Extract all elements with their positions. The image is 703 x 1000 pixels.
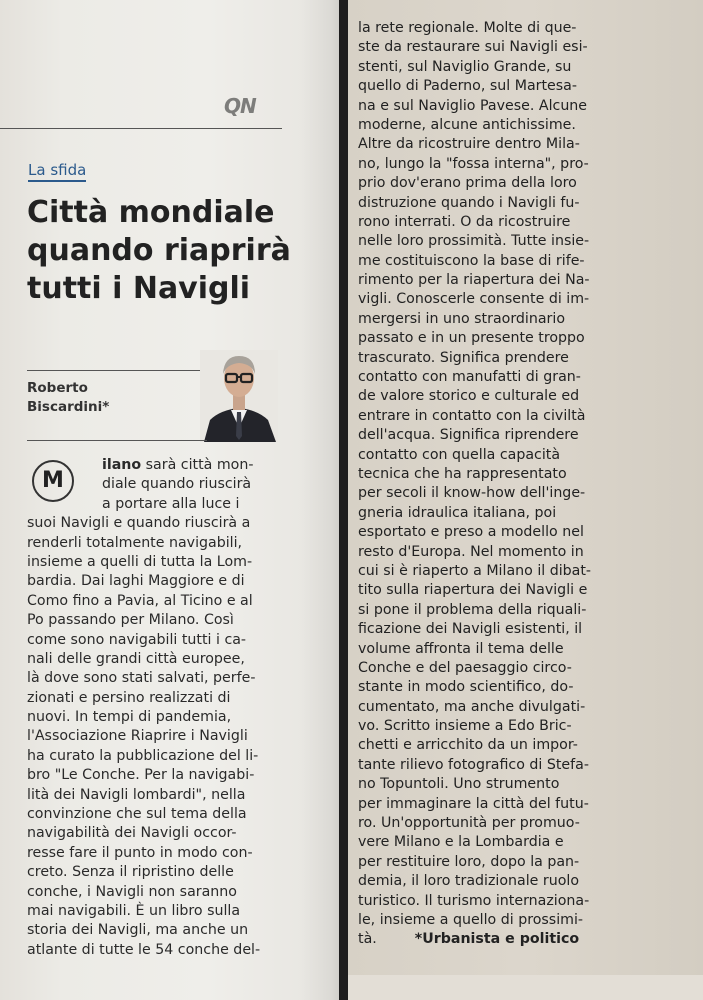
- right-text-column: [358, 19, 616, 950]
- author-top-rule: [27, 370, 207, 371]
- text-line: Conche e del paesaggio circo-: [358, 659, 572, 676]
- text-line: Como fino a Pavia, al Ticino e al: [27, 592, 253, 609]
- text-line: Po passando per Milano. Così: [27, 612, 234, 629]
- author-byline: [27, 379, 197, 417]
- text-line: bardia. Dai laghi Maggiore e di: [27, 573, 245, 590]
- text-line: renderli totalmente navigabili,: [27, 534, 243, 551]
- text-line: storia dei Navigli, ma anche un: [27, 922, 249, 939]
- headline-line: quando riaprirà: [27, 233, 291, 268]
- text-line: volume affronta il tema delle: [358, 640, 564, 657]
- article-headline: [27, 194, 327, 308]
- text-line: per secoli il know-how dell'inge-: [358, 485, 586, 502]
- text-line: bro "Le Conche. Per la navigabi-: [27, 767, 255, 784]
- headline-line: tutti i Navigli: [27, 271, 251, 306]
- text-line: ste da restaurare sui Navigli esi-: [358, 39, 588, 56]
- text-line: tecnica che ha rappresentato: [358, 465, 567, 482]
- text-line: atlante di tutte le 54 conche del-: [27, 941, 261, 958]
- text-line: passato e in un presente troppo: [358, 330, 585, 347]
- text-line: tito sulla riapertura dei Navigli e: [358, 582, 588, 599]
- text-line: esportato e preso a modello nel: [358, 524, 584, 541]
- text-line: entrare in contatto con la civiltà: [358, 407, 586, 424]
- text-line: l'Associazione Riaprire i Navigli: [27, 728, 248, 745]
- text-line: na e sul Naviglio Pavese. Alcune: [358, 97, 588, 114]
- headline-line: Città mondiale: [27, 195, 275, 230]
- text-line: moderne, alcune antichissime.: [358, 116, 576, 133]
- text-line: le, insieme a quello di prossimi-: [358, 911, 584, 928]
- text-line-end: tà.: [358, 931, 377, 948]
- text-line: stante in modo scientifico, do-: [358, 679, 574, 696]
- author-portrait: [200, 350, 278, 442]
- text-line: turistico. Il turismo internaziona-: [358, 892, 590, 909]
- text-line: nuovi. In tempi di pandemia,: [27, 709, 232, 726]
- author-bottom-rule: [27, 440, 207, 441]
- lead-in-word: ilano: [102, 457, 142, 473]
- text-line: Altre da ricostruire dentro Mila-: [358, 136, 580, 153]
- text-line: resse fare il punto in modo con-: [27, 844, 253, 861]
- drop-cap: M: [32, 460, 74, 502]
- text-line: contatto con quella capacità: [358, 446, 561, 463]
- text-line: convinzione che sul tema della: [27, 806, 247, 823]
- text-line: gneria idraulica italiana, poi: [358, 504, 557, 521]
- top-rule: [0, 128, 282, 129]
- text-line: nali delle grandi città europee,: [27, 650, 245, 667]
- left-text-column: [27, 456, 305, 960]
- text-line: vo. Scritto insieme a Edo Bric-: [358, 718, 572, 735]
- text-line: per immaginare la città del futu-: [358, 795, 589, 812]
- author-last-name: Biscardini*: [27, 399, 110, 415]
- qn-logo: QN: [224, 94, 256, 118]
- column-gutter: [339, 0, 348, 1000]
- text-line: prio dov'erano prima della loro: [358, 175, 577, 192]
- text-line: nelle loro prossimità. Tutte insie-: [358, 233, 590, 250]
- text-line: si pone il problema della riquali-: [358, 601, 587, 618]
- text-line: conche, i Navigli non saranno: [27, 883, 237, 900]
- text-line: ficazione dei Navigli esistenti, il: [358, 621, 583, 638]
- text-line: rono interrati. O da ricostruire: [358, 213, 571, 230]
- text-line: demia, il loro tradizionale ruolo: [358, 873, 580, 890]
- text-line: per restituire loro, dopo la pan-: [358, 853, 580, 870]
- text-line: a portare alla luce i: [102, 495, 240, 512]
- text-line: cumentato, ma anche divulgati-: [358, 698, 586, 715]
- author-first-name: Roberto: [27, 380, 88, 396]
- text-line: navigabilità dei Navigli occor-: [27, 825, 237, 842]
- text-line: ro. Un'opportunità per promuo-: [358, 815, 580, 832]
- text-line: rimento per la riapertura dei Na-: [358, 272, 590, 289]
- text-line: cui si è riaperto a Milano il dibat-: [358, 562, 592, 579]
- text-line: tante rilievo fotografico di Stefa-: [358, 756, 589, 773]
- text-line: zionati e persino realizzati di: [27, 689, 231, 706]
- text-line: resto d'Europa. Nel momento in: [358, 543, 584, 560]
- text-line: quello di Paderno, sul Martesa-: [358, 78, 577, 95]
- text-line: vere Milano e la Lombardia e: [358, 834, 564, 851]
- text-line: lità dei Navigli lombardi", nella: [27, 786, 246, 803]
- text-line: trascurato. Significa prendere: [358, 349, 569, 366]
- text-line: no Topuntoli. Uno strumento: [358, 776, 560, 793]
- text-line: suoi Navigli e quando riuscirà a: [27, 515, 251, 532]
- author-credit: *Urbanista e politico: [414, 931, 580, 948]
- text-line: diale quando riuscirà: [102, 476, 252, 493]
- text-line: mai navigabili. È un libro sulla: [27, 902, 241, 919]
- text-line: dell'acqua. Significa riprendere: [358, 427, 579, 444]
- text-line: de valore storico e culturale ed: [358, 388, 580, 405]
- text-line: ilano sarà città mon-: [102, 457, 254, 473]
- text-line: contatto con manufatti di gran-: [358, 369, 581, 386]
- text-line: la rete regionale. Molte di que-: [358, 20, 577, 36]
- text-line: chetti e arricchito da un impor-: [358, 737, 578, 754]
- text-line: come sono navigabili tutti i ca-: [27, 631, 247, 648]
- text-line: distruzione quando i Navigli fu-: [358, 194, 580, 211]
- final-text-line: [358, 930, 616, 949]
- text-line: vigli. Conoscerle consente di im-: [358, 291, 590, 308]
- text-line: mergersi in uno straordinario: [358, 310, 565, 327]
- text-line: là dove sono stati salvati, perfe-: [27, 670, 256, 687]
- text-line: no, lungo la "fossa interna", pro-: [358, 155, 589, 172]
- text-line: me costituiscono la base di rife-: [358, 252, 585, 269]
- paper-bottom-edge: [348, 975, 703, 1000]
- text-line: stenti, sul Naviglio Grande, su: [358, 58, 572, 75]
- text-line: creto. Senza il ripristino delle: [27, 864, 234, 881]
- text-line: ha curato la pubblicazione del li-: [27, 747, 259, 764]
- text-line: insieme a quelli di tutta la Lom-: [27, 553, 253, 570]
- section-kicker: La sfida: [28, 161, 86, 182]
